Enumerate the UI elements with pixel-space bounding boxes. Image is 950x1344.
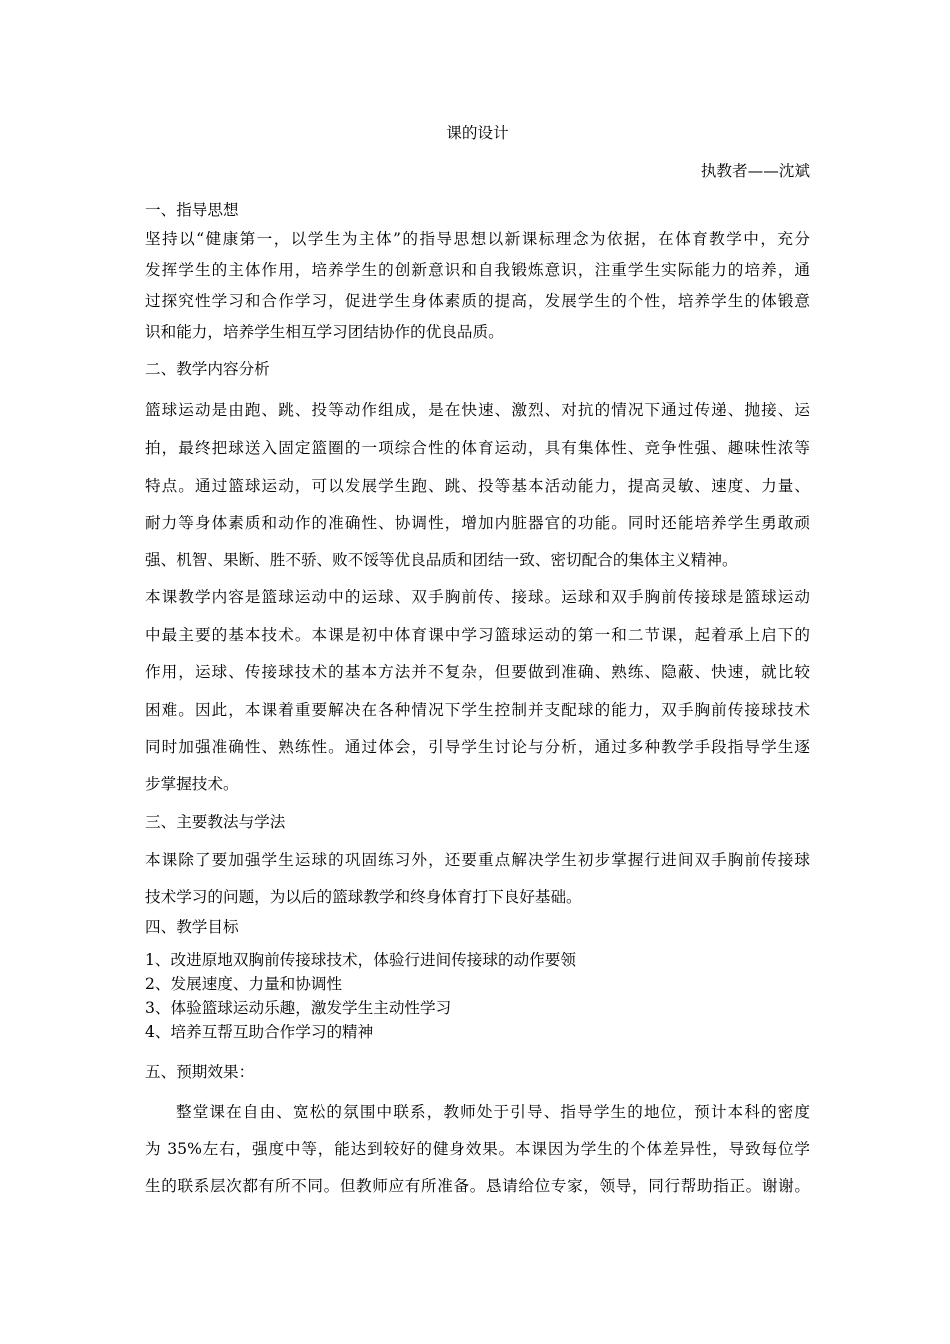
paragraph-line: 为 35%左右，强度中等，能达到较好的健身效果。本课因为学生的个体差异性，导致每位学 bbox=[145, 1140, 810, 1158]
author-line: 执教者——沈斌 bbox=[700, 162, 810, 180]
paragraph-line: 步掌握技术。 bbox=[145, 775, 239, 793]
section-heading: 五、预期效果： bbox=[145, 1063, 255, 1081]
paragraph-line: 整堂课在自由、宽松的氛围中联系，教师处于引导、指导学生的地位，预计本科的密度 bbox=[176, 1103, 810, 1121]
list-item: 2、发展速度、力量和协调性 bbox=[145, 975, 343, 993]
section-heading: 一、指导思想 bbox=[145, 201, 239, 219]
list-item: 1、改进原地双胸前传接球技术，体验行进间传接球的动作要领 bbox=[145, 951, 576, 969]
paragraph-line: 本课教学内容是篮球运动中的运球、双手胸前传、接球。运球和双手胸前传接球是篮球运动 bbox=[145, 588, 810, 606]
section-heading: 三、主要教法与学法 bbox=[145, 813, 286, 831]
section-heading: 四、教学目标 bbox=[145, 918, 239, 936]
paragraph-line: 坚持以“健康第一，以学生为主体”的指导思想以新课标理念为依据，在体育教学中，充分 bbox=[145, 230, 810, 248]
paragraph-line: 发挥学生的主体作用，培养学生的创新意识和自我锻炼意识，注重学生实际能力的培养，通 bbox=[145, 261, 810, 279]
paragraph-line: 过探究性学习和合作学习，促进学生身体素质的提高，发展学生的个性，培养学生的体锻意 bbox=[145, 292, 810, 310]
paragraph-line: 拍，最终把球送入固定篮圈的一项综合性的体育运动，具有集体性、竞争性强、趣味性浓等 bbox=[145, 439, 810, 457]
paragraph-line: 识和能力，培养学生相互学习团结协作的优良品质。 bbox=[145, 323, 504, 341]
list-item: 4、培养互帮互助合作学习的精神 bbox=[145, 1023, 374, 1041]
paragraph-line: 同时加强准确性、熟练性。通过体会，引导学生讨论与分析，通过多种教学手段指导学生逐 bbox=[145, 738, 810, 756]
paragraph-line: 特点。通过篮球运动，可以发展学生跑、跳、投等基本活动能力，提高灵敏、速度、力量、 bbox=[145, 477, 810, 495]
paragraph-line: 篮球运动是由跑、跳、投等动作组成，是在快速、激烈、对抗的情况下通过传递、抛接、运 bbox=[145, 401, 810, 419]
section-heading: 二、教学内容分析 bbox=[145, 360, 270, 378]
paragraph-line: 困难。因此，本课着重要解决在各种情况下学生控制并支配球的能力，双手胸前传接球技术 bbox=[145, 701, 810, 719]
paragraph-line: 作用，运球、传接球技术的基本方法并不复杂，但要做到准确、熟练、隐蔽、快速，就比较 bbox=[145, 663, 810, 681]
paragraph-line: 本课除了要加强学生运球的巩固练习外，还要重点解决学生初步掌握行进间双手胸前传接球 bbox=[145, 851, 810, 869]
paragraph-line: 生的联系层次都有所不同。但教师应有所准备。恳请给位专家，领导，同行帮助指正。谢谢。 bbox=[145, 1177, 810, 1195]
document-title: 课的设计 bbox=[446, 124, 509, 142]
paragraph-line: 技术学习的问题，为以后的篮球教学和终身体育打下良好基础。 bbox=[145, 888, 582, 906]
list-item: 3、体验篮球运动乐趣，激发学生主动性学习 bbox=[145, 999, 452, 1017]
paragraph-line: 中最主要的基本技术。本课是初中体育课中学习篮球运动的第一和二节课，起着承上启下的 bbox=[145, 626, 810, 644]
paragraph-line: 强、机智、果断、胜不骄、败不馁等优良品质和团结一致、密切配合的集体主义精神。 bbox=[145, 551, 738, 569]
paragraph-line: 耐力等身体素质和动作的准确性、协调性，增加内脏器官的功能。同时还能培养学生勇敢顽 bbox=[145, 514, 810, 532]
